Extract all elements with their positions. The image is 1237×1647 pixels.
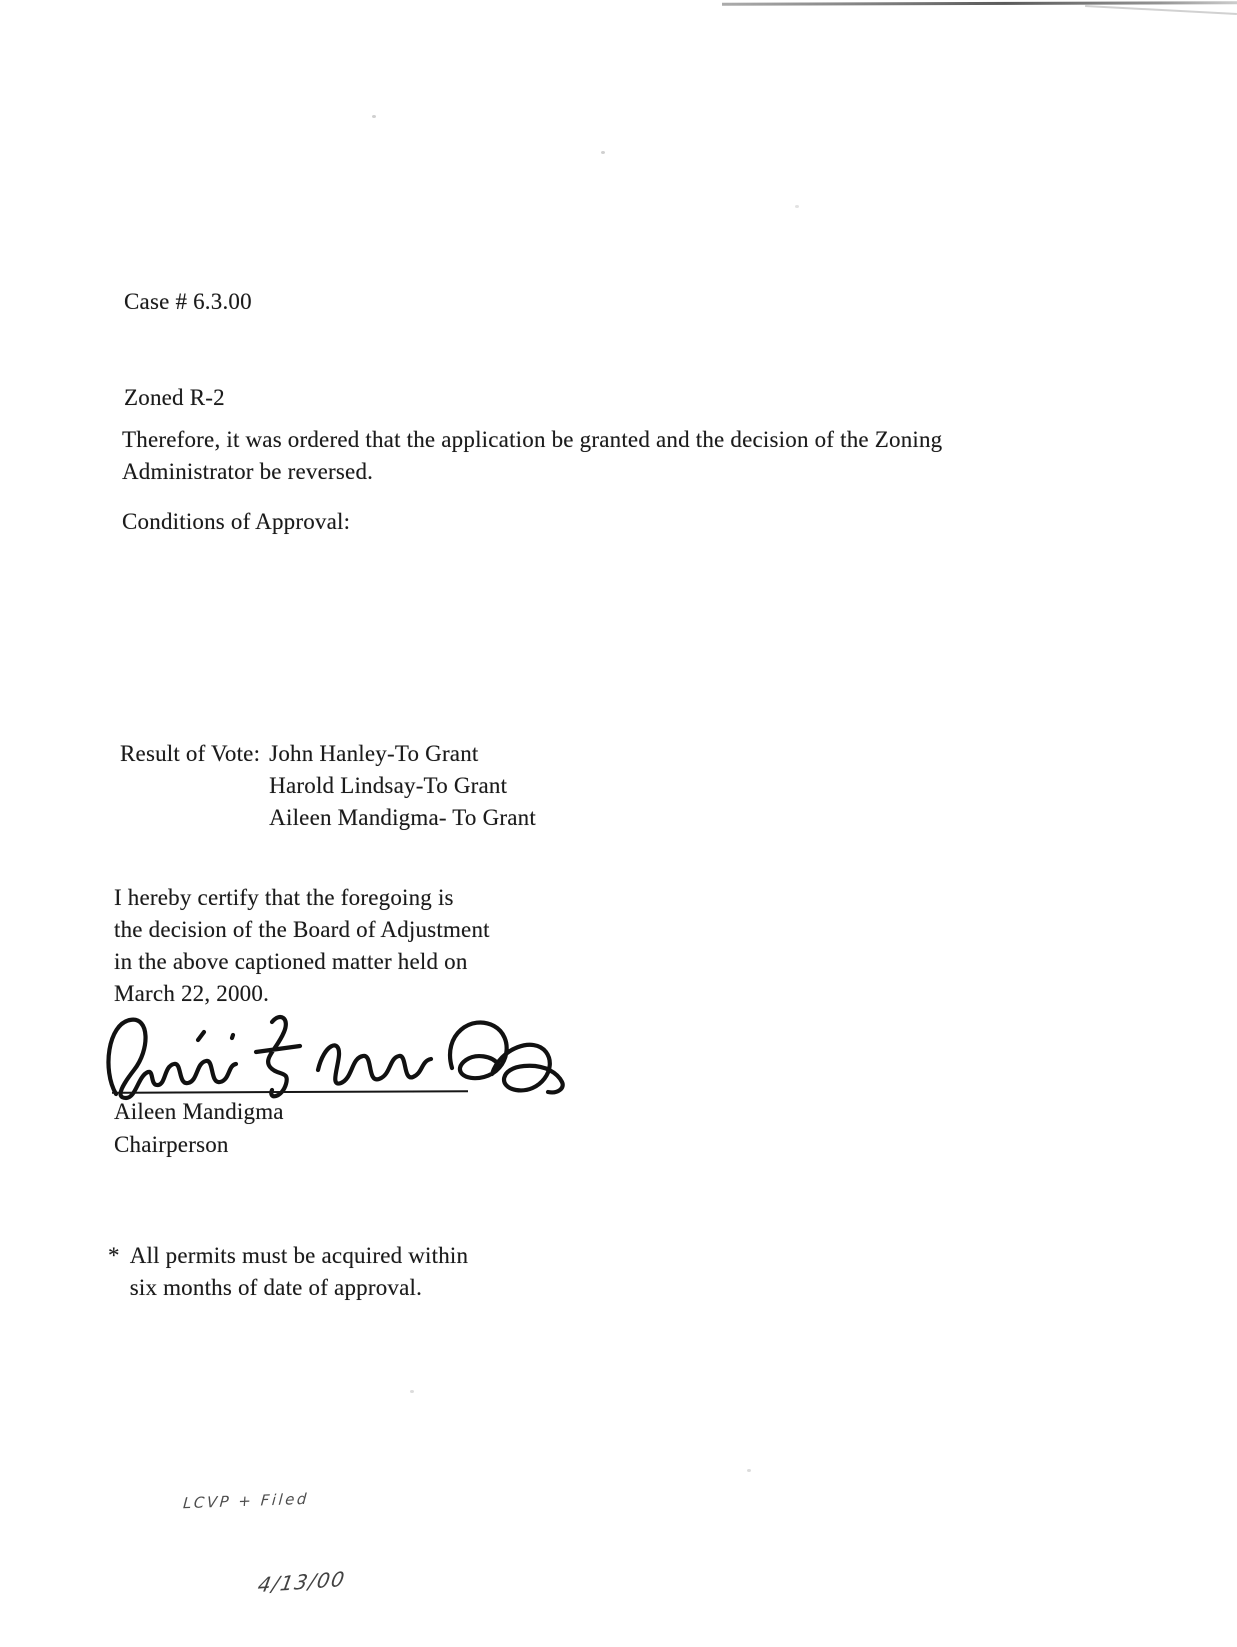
footnote-line: six months of date of approval.: [129, 1275, 423, 1300]
handwritten-note: LCVP + Filed: [182, 1489, 310, 1513]
vote-entry: Harold Lindsay-To Grant: [269, 773, 508, 798]
scan-speck: [601, 151, 605, 154]
footnote-line: All permits must be acquired within: [129, 1243, 469, 1268]
vote-entry: John Hanley-To Grant: [269, 741, 479, 766]
scan-speck: [795, 205, 799, 208]
certification-block: [114, 882, 490, 1010]
scan-speck: [372, 115, 376, 118]
case-number: Case # 6.3.00: [124, 289, 252, 314]
signatory-title: Chairperson: [114, 1132, 229, 1157]
certification-line: in the above captioned matter held on: [114, 949, 468, 974]
scan-artifact-top-edge: [722, 1, 1237, 6]
vote-entry: Aileen Mandigma- To Grant: [269, 805, 536, 830]
footnote-asterisk: *: [108, 1243, 120, 1268]
certification-line: the decision of the Board of Adjustment: [114, 917, 490, 942]
permits-footnote: [108, 1240, 468, 1304]
certification-line: March 22, 2000.: [114, 981, 270, 1006]
handwritten-date: 4/13/00: [255, 1566, 348, 1598]
order-paragraph: Therefore, it was ordered that the application be granted and the decision of the Zoning Administrator be reversed.: [122, 427, 948, 484]
vote-list: [269, 738, 536, 834]
result-of-vote-label: Result of Vote:: [120, 741, 261, 766]
zoning-designation: Zoned R-2: [124, 385, 225, 410]
result-of-vote-block: [120, 738, 536, 834]
signatory-name: Aileen Mandigma: [114, 1099, 284, 1124]
footnote-lines: [130, 1240, 469, 1304]
scan-speck: [410, 1390, 414, 1393]
scan-artifact-top-edge-2: [1085, 5, 1237, 15]
conditions-heading: Conditions of Approval:: [122, 509, 351, 534]
certification-line: I hereby certify that the foregoing is: [114, 885, 454, 910]
scan-speck: [747, 1469, 751, 1472]
